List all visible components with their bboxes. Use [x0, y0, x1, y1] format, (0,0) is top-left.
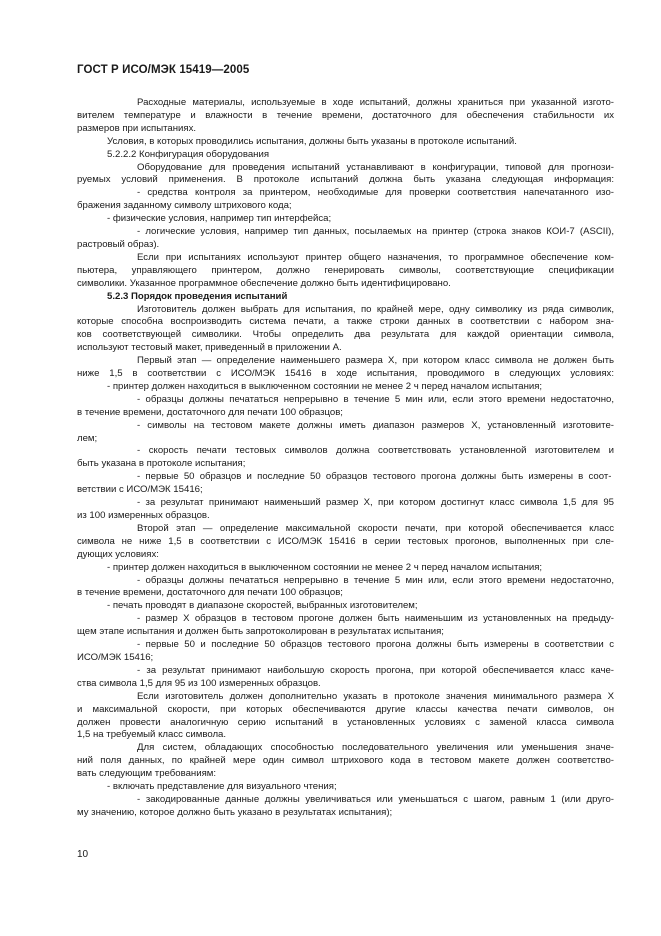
text-line: Если изготовитель должен дополнительно указать в протоколе значения минимального размера Х	[137, 690, 614, 702]
text-line: - размер Х образцов в тестовом прогоне должен быть наименьшим из установленных на предыду-	[137, 613, 614, 625]
text-line: ветствии с ИСО/МЭК 15416;	[77, 484, 203, 496]
text-line: растровый образ).	[77, 238, 160, 250]
text-line: вителем температуре и влажности в течение времени, достаточного для обеспечения стабильности их	[77, 109, 614, 121]
text-line: Первый этап — определение наименьшего размера Х, при котором класс символа не должен быть	[137, 355, 614, 367]
text-line: ИСО/МЭК 15416;	[77, 651, 154, 663]
text-line: Для систем, обладающих способностью последовательного увеличения или уменьшения значе-	[137, 742, 614, 754]
text-line: - логические условия, например тип данных, посылаемых на принтер (строка знаков КОИ-7 (ASCII),	[137, 226, 614, 238]
text-line: щем этапе испытания и должен быть запротоколирован в результатах испытания;	[77, 626, 444, 638]
text-line: руемых условий применения. В протоколе испытаний должна быть указана следующая информация:	[77, 174, 614, 186]
text-line: в течение времени, достаточного для печати 100 образцов;	[77, 406, 343, 418]
text-line: - за результат принимают наименьший размер Х, при котором достигнут класс символа 1,5 для 95	[137, 497, 614, 509]
text-line: дующих условиях:	[77, 548, 159, 560]
document-body	[77, 97, 614, 820]
text-line: в течение времени, достаточного для печати 100 образцов;	[77, 587, 343, 599]
text-line: - закодированные данные должны увеличиваться или уменьшаться с шагом, равным 1 (или друго-	[137, 793, 614, 805]
text-line: Расходные материалы, используемые в ходе испытаний, должны храниться при указанной изгото-	[137, 97, 614, 108]
text-line: 5.2.3 Порядок проведения испытаний	[107, 290, 288, 302]
text-line: - первые 50 образцов и последние 50 образцов тестового прогона должны быть измерены в соот-	[137, 471, 612, 483]
text-line: - включать представление для визуального чтения;	[107, 781, 337, 793]
text-line: символики. Указанное программное обеспечение должно быть идентифицировано.	[77, 277, 451, 289]
text-line: - печать проводят в диапазоне скоростей, выбранных изготовителем;	[107, 600, 418, 612]
text-line: должен провести аналогичную серию испытаний в установленных условиях с заменой класса символа	[77, 716, 614, 728]
text-line: - символы на тестовом макете должны иметь диапазон размеров Х, установленный изготовите-	[137, 419, 614, 431]
text-line: ства символа 1,5 для 95 из 100 измеренных образцов.	[77, 677, 321, 689]
text-line: - принтер должен находиться в выключенном состоянии не менее 2 ч перед началом испытания;	[107, 380, 543, 392]
text-line: 5.2.2.2 Конфигурация оборудования	[107, 148, 270, 160]
text-line: Изготовитель должен выбрать для испытания, по крайней мере, одну символику из ряда символик,	[137, 303, 614, 315]
text-line: Оборудование для проведения испытаний устанавливают в конфигурации, типовой для прогнози-	[137, 161, 614, 173]
text-line: которые способна воспроизводить система печати, а также строки данных в соответствии с набором зна-	[77, 316, 614, 328]
text-line: ний поля данных, по крайней мере один символ штрихового кода в тестовом макете должен соответство-	[77, 755, 614, 767]
text-line: символа не ниже 1,5 в соответствии с ИСО/МЭК 15416 в серии тестовых прогонов, выполненных при сле-	[77, 535, 614, 547]
document-header: ГОСТ Р ИСО/МЭК 15419—2005	[77, 64, 250, 76]
text-line: - первые 50 и последние 50 образцов тестового прогона должны быть измерены в соответствии с	[137, 639, 614, 651]
text-line: - образцы должны печататься непрерывно в течение 5 мин или, если этого времени недостаточно,	[137, 393, 614, 405]
text-line: - физические условия, например тип интерфейса;	[107, 213, 332, 225]
text-line: пьютера, управляющего принтером, должно генерировать символы, соответствующие спецификации	[77, 264, 614, 276]
page-number: 10	[77, 849, 89, 860]
text-line: 1,5 на требуемый класс символа.	[77, 729, 227, 741]
text-line: используют тестовый макет, приведенный в приложении А.	[77, 342, 342, 354]
text-line: Условия, в которых проводились испытания, должны быть указаны в протоколе испытаний.	[107, 135, 517, 147]
text-line: ниже 1,5 в соответствии с ИСО/МЭК 15416 в ходе испытания, проводимого в следующих условиях:	[77, 368, 614, 380]
text-line: из 100 измеренных образцов.	[77, 510, 210, 521]
text-line: лем;	[77, 432, 98, 444]
text-line: - за результат принимают наибольшую скорость прогона, при которой обеспечивается класс каче-	[137, 664, 614, 676]
text-line: ков соответствующей символики. Чтобы определить два результата для каждой ориентации символа,	[77, 329, 614, 341]
text-line: - скорость печати тестовых символов должна соответствовать установленной изготовителем и	[137, 445, 614, 457]
text-line: бражения заданному символу штрихового кода;	[77, 200, 292, 212]
text-line: вать следующим требованиям:	[77, 768, 217, 780]
text-line: быть указана в протоколе испытания;	[77, 458, 246, 470]
text-line: и максимальной скорости, при которых обеспечиваются другие классы качества печати символов, он	[77, 703, 614, 715]
text-line: му значению, которое должно быть указано в результатах испытания);	[77, 806, 393, 818]
text-line: Второй этап — определение максимальной скорости печати, при которой обеспечивается класс	[137, 522, 614, 534]
text-line: размеров при испытаниях.	[77, 122, 197, 134]
text-line: - образцы должны печататься непрерывно в течение 5 мин или, если этого времени недостаточно,	[137, 574, 614, 586]
text-line: Если при испытаниях используют принтер общего назначения, то программное обеспечение ком-	[137, 251, 614, 263]
text-line: - средства контроля за принтером, необходимые для проверки соответствия напечатанного изо-	[137, 187, 614, 199]
text-line: - принтер должен находиться в выключенном состоянии не менее 2 ч перед началом испытания;	[107, 561, 543, 573]
